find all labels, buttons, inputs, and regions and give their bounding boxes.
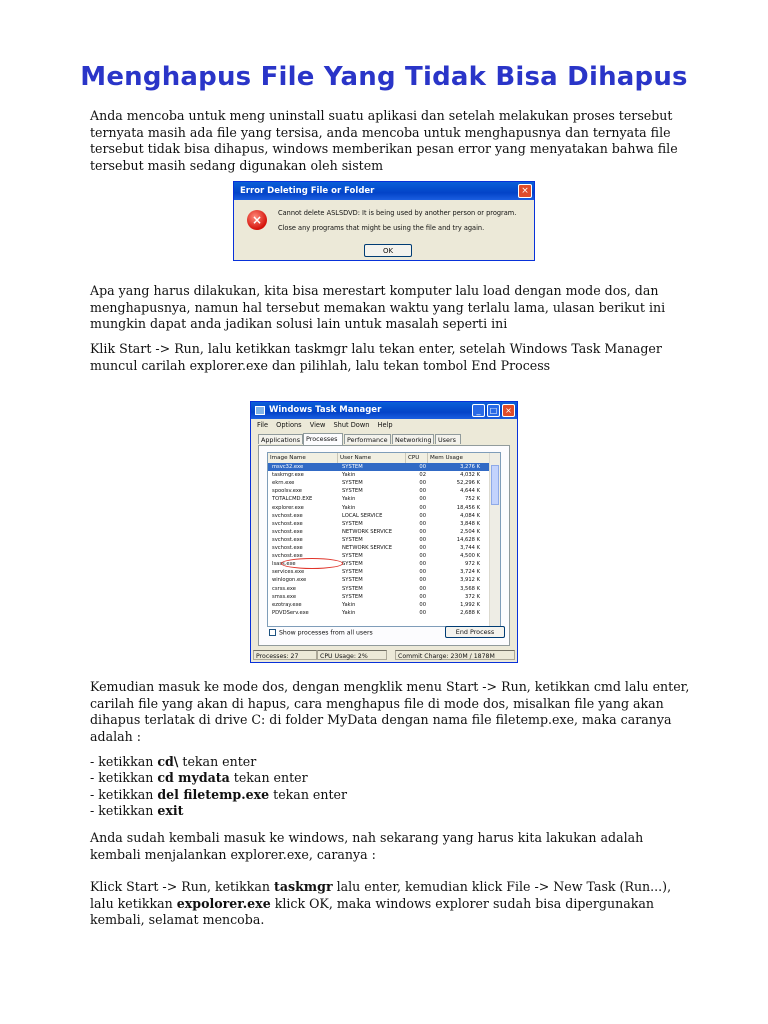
cell-user-name: Yakin: [342, 609, 356, 616]
cell-image-name: taskmgr.exe: [272, 472, 304, 479]
table-row[interactable]: [268, 471, 490, 479]
minimize-icon[interactable]: _: [472, 404, 485, 417]
table-row[interactable]: [268, 495, 490, 503]
table-row[interactable]: [268, 601, 490, 609]
step-command: cd mydata: [157, 770, 230, 786]
menu-file[interactable]: File: [257, 421, 269, 429]
cell-mem-usage: 3,724 K: [460, 569, 480, 576]
list-item: [90, 754, 690, 770]
cell-user-name: SYSTEM: [342, 464, 363, 470]
status-processes: Processes: 27: [253, 650, 317, 660]
step-suffix: tekan enter: [229, 770, 308, 786]
cell-mem-usage: 18,456 K: [456, 504, 480, 511]
task-manager-window: [250, 401, 518, 663]
cell-mem-usage: 52,296 K: [456, 480, 480, 487]
cell-user-name: Yakin: [342, 504, 356, 511]
cell-image-name: explorer.exe: [272, 504, 304, 511]
cell-cpu: 00: [419, 545, 426, 551]
tab-applications[interactable]: Applications: [258, 434, 303, 444]
cell-user-name: SYSTEM: [342, 488, 363, 495]
status-bar: [253, 650, 515, 661]
cell-cpu: 00: [419, 569, 426, 576]
cell-user-name: SYSTEM: [342, 561, 363, 568]
paragraph-2: Apa yang harus dilakukan, kita bisa merestart komputer lalu load dengan mode dos, dan menghapusnya, namun hal tersebut memakan waktu yang terlalu lama, ulasan berikut ini mungkin dapat anda jadikan solusi lain untuk masalah seperti ini: [90, 283, 666, 331]
cell-image-name: svchost.exe: [272, 545, 303, 551]
maximize-icon[interactable]: □: [487, 404, 500, 417]
p6-command-explorer: expolorer.exe: [176, 895, 271, 911]
cell-mem-usage: 1,992 K: [460, 601, 480, 608]
error-icon: ×: [247, 210, 267, 230]
cell-mem-usage: 3,276 K: [460, 464, 480, 470]
tab-performance[interactable]: Performance: [344, 434, 391, 444]
paragraph-3: Klik Start -> Run, lalu ketikkan taskmgr lalu tekan enter, setelah Windows Task Manager muncul carilah explorer.exe dan pilihlah, lalu tekan tombol End Process: [90, 341, 662, 373]
cell-cpu: 00: [419, 488, 426, 495]
cell-image-name: svchost.exe: [272, 528, 303, 535]
cell-user-name: SYSTEM: [342, 536, 363, 543]
cell-mem-usage: 372 K: [465, 593, 480, 600]
menu-bar: [251, 419, 517, 431]
cell-mem-usage: 3,568 K: [460, 585, 480, 592]
cell-mem-usage: 972 K: [465, 561, 480, 568]
cell-mem-usage: 3,744 K: [460, 545, 480, 551]
paragraph-4: Kemudian masuk ke mode dos, dengan mengklik menu Start -> Run, ketikkan cmd lalu enter, carilah file yang akan di hapus, cara menghapus file di mode dos, misalkan file yang akan dihapus terlatak di drive C: di folder MyData dengan nama file filetemp.exe, maka caranya adalah :: [90, 679, 690, 744]
list-item: [90, 803, 690, 819]
table-row[interactable]: [268, 520, 490, 528]
step-suffix: tekan enter: [269, 786, 348, 802]
cell-user-name: SYSTEM: [342, 593, 363, 600]
process-list: [267, 452, 501, 627]
table-row[interactable]: [268, 463, 490, 471]
cell-user-name: SYSTEM: [342, 520, 363, 527]
table-row[interactable]: [268, 512, 490, 520]
cell-cpu: 00: [419, 601, 426, 608]
cell-image-name: svchost.exe: [272, 536, 303, 543]
error-message-line1: Cannot delete ASLSDVD: It is being used by another person or program.: [278, 209, 517, 217]
cell-cpu: 00: [419, 464, 426, 470]
cell-image-name: svchost.exe: [272, 520, 303, 527]
cell-cpu: 00: [419, 496, 426, 503]
cell-mem-usage: 752 K: [465, 496, 480, 503]
cell-user-name: Yakin: [342, 601, 356, 608]
step-prefix: - ketikkan: [90, 802, 158, 818]
tab-processes[interactable]: Processes: [303, 433, 343, 445]
p6-text-a: Klick Start -> Run, ketikkan: [90, 879, 275, 894]
cell-mem-usage: 4,032 K: [460, 472, 480, 479]
cell-cpu: 00: [419, 593, 426, 600]
cell-image-name: PDVDServ.exe: [272, 609, 309, 616]
error-dialog: [233, 181, 535, 261]
show-all-processes-label: Show processes from all users: [279, 629, 373, 637]
close-icon[interactable]: ×: [502, 404, 515, 417]
cell-mem-usage: 14,628 K: [456, 536, 480, 543]
cell-user-name: NETWORK SERVICE: [342, 528, 393, 535]
cell-mem-usage: 4,084 K: [460, 512, 480, 519]
cell-mem-usage: 3,848 K: [460, 520, 480, 527]
table-row[interactable]: [268, 536, 490, 544]
close-icon[interactable]: ×: [518, 184, 532, 198]
cell-image-name: services.exe: [272, 569, 305, 576]
cell-image-name: msvc32.exe: [272, 464, 304, 470]
error-message-line2: Close any programs that might be using the file and try again.: [278, 224, 485, 232]
step-command: del filetemp.exe: [157, 786, 270, 802]
cell-user-name: SYSTEM: [342, 480, 363, 487]
page-title: Menghapus File Yang Tidak Bisa Dihapus: [80, 62, 688, 92]
paragraph-6: [90, 879, 690, 929]
process-list-scrollbar[interactable]: [489, 453, 500, 626]
menu-view[interactable]: View: [309, 421, 326, 429]
scrollbar-thumb[interactable]: [491, 465, 499, 505]
highlight-circle: [281, 558, 343, 569]
table-row[interactable]: [268, 609, 490, 617]
table-row[interactable]: [268, 585, 490, 593]
step-command: cd\: [157, 754, 179, 769]
end-process-button[interactable]: End Process: [445, 626, 505, 638]
task-manager-title: Windows Task Manager: [251, 402, 517, 419]
cell-cpu: 00: [419, 561, 426, 568]
cell-mem-usage: 4,500 K: [460, 553, 480, 560]
cell-user-name: SYSTEM: [342, 577, 363, 584]
cell-image-name: TOTALCMD.EXE: [272, 496, 313, 503]
cell-image-name: lsass.exe: [272, 561, 296, 568]
cell-user-name: LOCAL SERVICE: [342, 512, 383, 519]
cell-user-name: SYSTEM: [342, 553, 363, 560]
cell-image-name: svchost.exe: [272, 512, 303, 519]
table-row[interactable]: [268, 544, 490, 552]
process-list-header: [268, 453, 490, 463]
cell-mem-usage: 2,688 K: [460, 609, 480, 616]
status-cpu-usage: CPU Usage: 2%: [317, 650, 387, 660]
p6-command-taskmgr: taskmgr: [274, 879, 333, 894]
list-item: [90, 770, 690, 786]
cell-image-name: ekrn.exe: [272, 480, 295, 487]
p6-text-c: lalu enter, kemudian klick File -> New Task (Run...), lalu ketikkan: [90, 879, 672, 911]
step-prefix: - ketikkan: [90, 786, 158, 802]
cell-cpu: 00: [419, 577, 426, 584]
table-row[interactable]: [268, 568, 490, 576]
cell-mem-usage: 4,644 K: [460, 488, 480, 495]
cell-image-name: csrss.exe: [272, 585, 296, 592]
cell-image-name: ezotray.exe: [272, 601, 302, 608]
column-image-name[interactable]: Image Name: [268, 453, 338, 463]
column-user-name[interactable]: User Name: [338, 453, 406, 463]
cell-image-name: winlogon.exe: [272, 577, 307, 584]
step-command: exit: [157, 802, 184, 818]
cell-mem-usage: 2,504 K: [460, 528, 480, 535]
cell-cpu: 00: [419, 520, 426, 527]
intro-paragraph: Anda mencoba untuk meng uninstall suatu aplikasi dan setelah melakukan proses tersebut ternyata masih ada file yang tersisa, anda mencoba untuk menghapusnya dan ternyata file tersebut tidak bisa dihapus, windows memberikan pesan error yang menyatakan bahwa file tersebut masih sedang digunakan oleh sistem: [90, 108, 678, 173]
cell-cpu: 00: [419, 609, 426, 616]
cell-image-name: svchost.exe: [272, 553, 303, 560]
tab-networking[interactable]: Networking: [392, 434, 434, 444]
cell-cpu: 02: [419, 472, 426, 479]
step-suffix: tekan enter: [178, 754, 257, 769]
cell-image-name: spoolsv.exe: [272, 488, 303, 495]
checkbox-box[interactable]: [269, 629, 276, 636]
cell-user-name: SYSTEM: [342, 569, 363, 576]
cell-cpu: 00: [419, 536, 426, 543]
show-all-processes-checkbox[interactable]: [269, 629, 373, 637]
step-prefix: - ketikkan: [90, 770, 158, 786]
menu-shut-down[interactable]: Shut Down: [333, 421, 370, 429]
table-row[interactable]: [268, 528, 490, 536]
cell-cpu: 00: [419, 512, 426, 519]
p6-text-e: klick OK, maka windows explorer sudah bisa dipergunakan kembali, selamat mencoba.: [90, 895, 654, 927]
menu-help[interactable]: Help: [377, 421, 393, 429]
table-row[interactable]: [268, 504, 490, 512]
cell-user-name: NETWORK SERVICE: [342, 545, 393, 551]
command-list: [90, 754, 690, 819]
status-commit-charge: Commit Charge: 230M / 1878M: [395, 650, 515, 660]
table-row[interactable]: [268, 576, 490, 584]
cell-mem-usage: 3,912 K: [460, 577, 480, 584]
table-row[interactable]: [268, 593, 490, 601]
cell-user-name: SYSTEM: [342, 585, 363, 592]
table-row[interactable]: [268, 479, 490, 487]
paragraph-5: Anda sudah kembali masuk ke windows, nah sekarang yang harus kita lakukan adalah kembali menjalankan explorer.exe, caranya :: [90, 830, 644, 862]
cell-cpu: 00: [419, 480, 426, 487]
list-item: [90, 787, 690, 803]
column-cpu[interactable]: CPU: [406, 453, 428, 463]
tab-users[interactable]: Users: [435, 434, 461, 444]
ok-button[interactable]: OK: [364, 244, 412, 257]
cell-user-name: Yakin: [342, 496, 356, 503]
error-dialog-title: Error Deleting File or Folder: [234, 182, 534, 200]
cell-cpu: 00: [419, 585, 426, 592]
column-mem-usage[interactable]: Mem Usage: [428, 453, 490, 463]
cell-cpu: 00: [419, 504, 426, 511]
cell-user-name: Yakin: [342, 472, 356, 479]
cell-cpu: 00: [419, 553, 426, 560]
task-manager-app-icon: [255, 406, 265, 415]
step-prefix: - ketikkan: [90, 754, 158, 769]
cell-cpu: 00: [419, 528, 426, 535]
cell-image-name: smss.exe: [272, 593, 297, 600]
menu-options[interactable]: Options: [276, 421, 302, 429]
processes-panel: [258, 445, 510, 646]
table-row[interactable]: [268, 487, 490, 495]
